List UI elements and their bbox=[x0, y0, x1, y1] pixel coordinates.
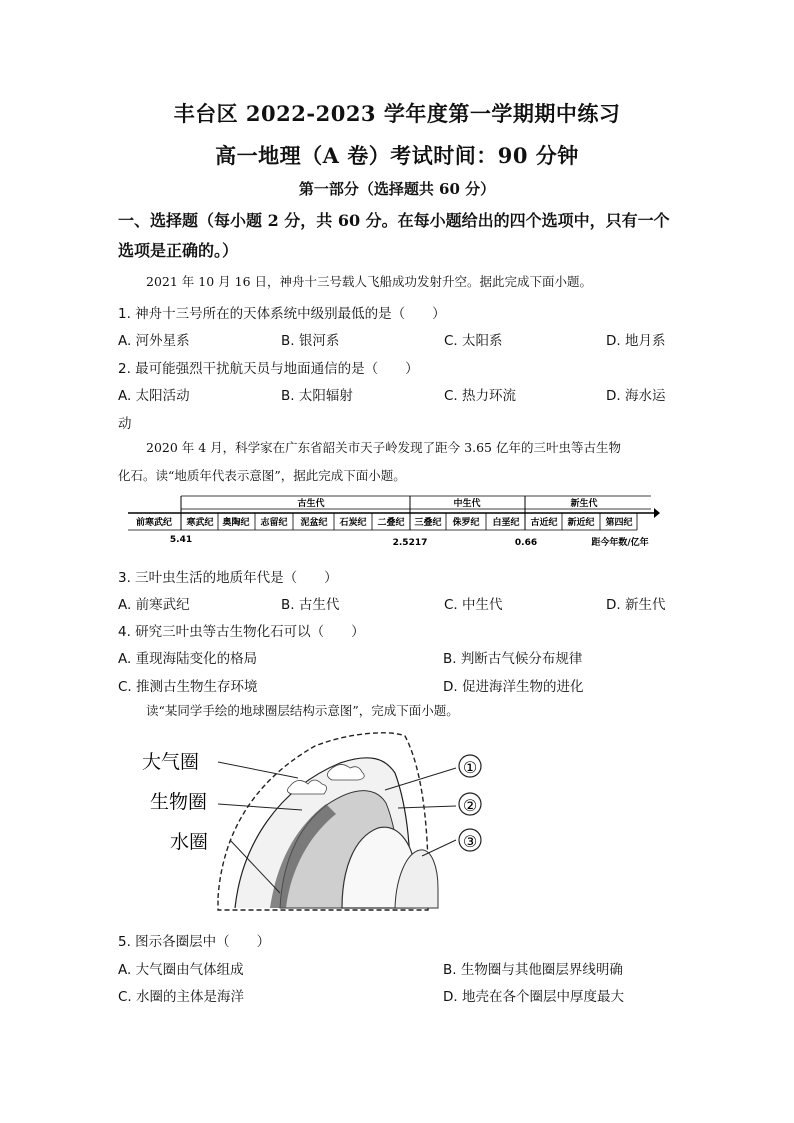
question-3-stem: 3. 三叶虫生活的地质年代是（ ） bbox=[118, 570, 338, 586]
q3-option-d[interactable]: D. 新生代 bbox=[606, 597, 666, 613]
period-precambrian: 前寒武纪 bbox=[135, 518, 173, 528]
q5-option-c[interactable]: C. 水圈的主体是海洋 bbox=[118, 989, 245, 1005]
q3-option-c[interactable]: C. 中生代 bbox=[444, 597, 503, 613]
q1-option-c[interactable]: C. 太阳系 bbox=[444, 333, 503, 349]
question-4-stem: 4. 研究三叶虫等古生物化石可以（ ） bbox=[118, 624, 365, 640]
q5-option-a[interactable]: A. 大气圈由气体组成 bbox=[118, 962, 244, 978]
age-066: 0.66 bbox=[514, 538, 538, 548]
q5-option-d[interactable]: D. 地壳在各个圈层中厚度最大 bbox=[443, 989, 624, 1005]
period-ordovician: 奥陶纪 bbox=[222, 518, 250, 528]
period-jurassic: 侏罗纪 bbox=[452, 518, 480, 528]
intro-1: 2021 年 10 月 16 日，神舟十三号载人飞船成功发射升空。据此完成下面小题。 bbox=[146, 274, 592, 289]
period-paleogene: 古近纪 bbox=[530, 518, 558, 528]
q2-option-c[interactable]: C. 热力环流 bbox=[444, 388, 517, 404]
period-cambrian: 寒武纪 bbox=[186, 518, 214, 528]
era-label-paleozoic: 古生代 bbox=[297, 499, 325, 509]
q4-option-b[interactable]: B. 判断古气候分布规律 bbox=[443, 651, 583, 667]
q1-option-b[interactable]: B. 银河系 bbox=[281, 333, 340, 349]
q2-option-b[interactable]: B. 太阳辐射 bbox=[281, 388, 353, 404]
q1-option-d[interactable]: D. 地月系 bbox=[606, 333, 666, 349]
question-2-stem: 2. 最可能强烈干扰航天员与地面通信的是（ ） bbox=[118, 361, 419, 377]
exam-subtitle: 高一地理（A 卷）考试时间：90 分钟 bbox=[215, 143, 579, 168]
era-label-mesozoic: 中生代 bbox=[453, 499, 481, 509]
intro-3: 读“某同学手绘的地球圈层结构示意图”，完成下面小题。 bbox=[146, 703, 459, 718]
geologic-timeline bbox=[126, 492, 660, 552]
age-25217: 2.5217 bbox=[392, 538, 428, 548]
q4-option-a[interactable]: A. 重现海陆变化的格局 bbox=[118, 651, 258, 667]
section-heading-line2: 选项是正确的。） bbox=[118, 241, 239, 260]
q2-option-d[interactable]: D. 海水运 bbox=[606, 388, 666, 404]
part-heading: 第一部分（选择题共 60 分） bbox=[298, 180, 496, 198]
age-unit: 距今年数/亿年 bbox=[591, 538, 649, 548]
exam-title: 丰台区 2022-2023 学年度第一学期期中练习 bbox=[173, 101, 621, 126]
period-devonian: 泥盆纪 bbox=[300, 518, 328, 528]
earth-sphere-figure bbox=[130, 728, 500, 918]
period-cretaceous: 白垩纪 bbox=[492, 518, 520, 528]
age-541: 5.41 bbox=[169, 535, 193, 545]
q1-option-a[interactable]: A. 河外星系 bbox=[118, 333, 190, 349]
question-1-stem: 1. 神舟十三号所在的天体系统中级别最低的是（ ） bbox=[118, 306, 446, 322]
q2-option-d-wrap: 动 bbox=[118, 416, 132, 432]
intro-2-line1: 2020 年 4 月，科学家在广东省韶关市天子岭发现了距今 3.65 亿年的三叶虫等古生物 bbox=[146, 440, 621, 455]
marker-1: ① bbox=[462, 758, 478, 777]
period-carboniferous: 石炭纪 bbox=[339, 518, 367, 528]
label-atmosphere: 大气圈 bbox=[142, 751, 200, 773]
marker-2: ② bbox=[462, 796, 478, 815]
q4-option-c[interactable]: C. 推测古生物生存环境 bbox=[118, 679, 258, 695]
period-silurian: 志留纪 bbox=[260, 518, 288, 528]
question-5-stem: 5. 图示各圈层中（ ） bbox=[118, 934, 271, 950]
marker-3: ③ bbox=[462, 832, 478, 851]
q5-option-b[interactable]: B. 生物圈与其他圈层界线明确 bbox=[443, 962, 623, 978]
period-neogene: 新近纪 bbox=[567, 518, 595, 528]
period-permian: 二叠纪 bbox=[377, 518, 405, 528]
era-label-cenozoic: 新生代 bbox=[570, 499, 598, 509]
period-quaternary: 第四纪 bbox=[605, 518, 633, 528]
q4-option-d[interactable]: D. 促进海洋生物的进化 bbox=[443, 679, 584, 695]
period-triassic: 三叠纪 bbox=[414, 518, 442, 528]
q2-option-a[interactable]: A. 太阳活动 bbox=[118, 388, 190, 404]
section-heading-line1: 一、选择题（每小题 2 分，共 60 分。在每小题给出的四个选项中，只有一个 bbox=[118, 211, 670, 230]
q3-option-b[interactable]: B. 古生代 bbox=[281, 597, 340, 613]
label-biosphere: 生物圈 bbox=[150, 791, 208, 813]
label-hydrosphere: 水圈 bbox=[170, 831, 209, 853]
q3-option-a[interactable]: A. 前寒武纪 bbox=[118, 597, 190, 613]
intro-2-line2: 化石。读“地质年代表示意图”，据此完成下面小题。 bbox=[118, 468, 406, 483]
